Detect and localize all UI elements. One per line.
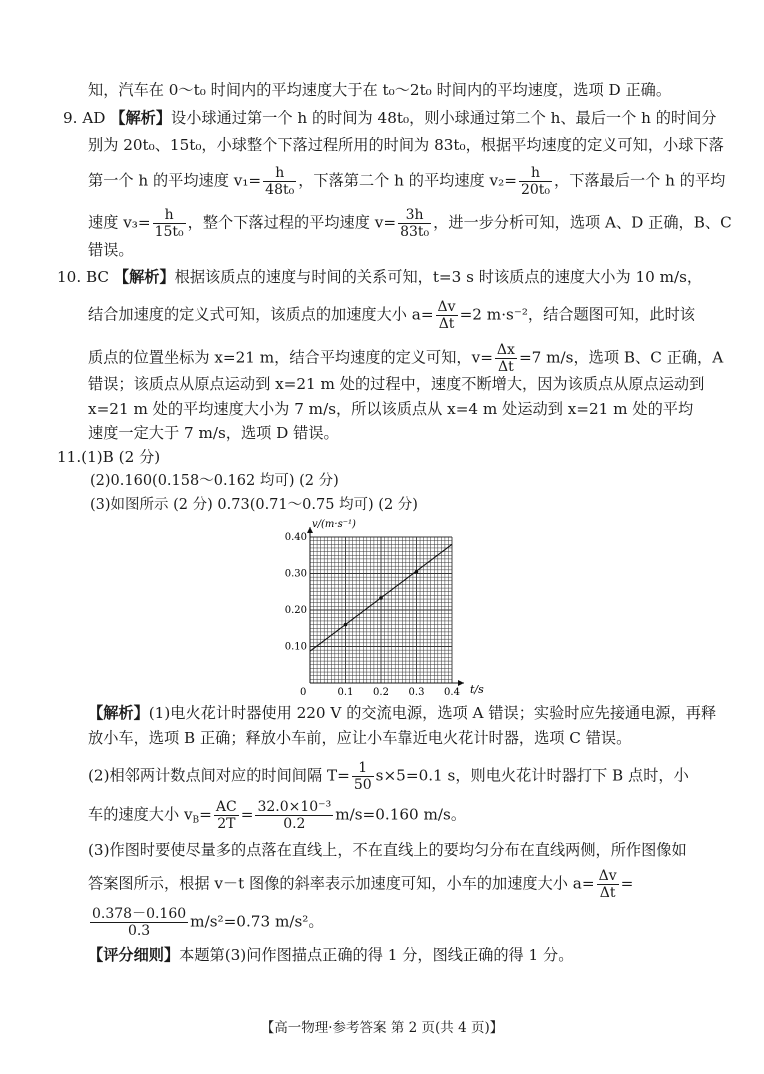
fraction <box>255 799 333 832</box>
text-segment: 速度 v₃= <box>88 213 151 232</box>
question-10 <box>57 267 702 287</box>
fraction <box>495 342 517 375</box>
text-segment: =2 m·s⁻²，结合题图可知，此时该 <box>459 305 695 324</box>
question-number: 11. <box>57 448 82 466</box>
text-segment: = <box>240 805 254 824</box>
text-line <box>88 342 723 375</box>
text-line <box>88 906 324 939</box>
x-tick-label: 0.4 <box>444 687 460 698</box>
data-point <box>344 623 348 627</box>
fraction <box>90 906 188 939</box>
data-point <box>415 570 419 574</box>
text-segment: = <box>199 805 212 824</box>
text-segment: =7 m/s，选项 B、C 正确，A <box>518 348 724 367</box>
text-line <box>88 207 732 240</box>
text-segment: ，整个下落过程的平均速度 v= <box>187 213 397 232</box>
scoring-tag: 【评分细则】 <box>88 946 180 964</box>
denominator: 50 <box>353 777 372 793</box>
fraction <box>263 165 296 198</box>
text-segment: s×5=0.1 s，则电火花计时器打下 B 点时，小 <box>375 766 689 785</box>
denominator: 20t₀ <box>520 182 551 198</box>
text-line: x=21 m 处的平均速度大小为 7 m/s，所以该质点从 x=4 m 处运动到 x=21 m 处的平均 <box>88 400 694 418</box>
numerator: h <box>164 207 174 223</box>
y-tick-label: 0.30 <box>284 568 307 580</box>
text-line: 设小球通过第一个 h 的时间为 48t₀，则小球通过第二个 h、最后一个 h 的时间分 <box>171 109 717 127</box>
denominator: 48t₀ <box>265 182 295 198</box>
fraction <box>398 207 431 240</box>
text-line: 速度一定大于 7 m/s，选项 D 错误。 <box>88 424 339 442</box>
numerator: 32.0×10⁻³ <box>257 799 332 815</box>
text-line: (3)如图所示 (2 分) 0.73(0.71～0.75 均可) (2 分) <box>90 497 418 513</box>
text-line <box>88 703 716 723</box>
text-segment: 质点的位置坐标为 x=21 m，结合平均速度的定义可知，v= <box>88 348 493 367</box>
text-line <box>88 799 466 832</box>
question-number: 9. AD <box>63 109 106 127</box>
text-segment: 车的速度大小 v <box>88 805 193 824</box>
text-segment: 答案图所示，根据 v－t 图像的斜率表示加速度可知，小车的加速度大小 a= <box>88 874 595 893</box>
denominator: 0.3 <box>90 922 188 939</box>
y-tick-label: 0.40 <box>284 532 307 543</box>
fraction <box>597 868 619 901</box>
data-point <box>379 596 383 600</box>
fraction <box>519 165 552 198</box>
x-tick-label: 0.1 <box>337 687 354 698</box>
x-axis-arrow <box>458 680 464 686</box>
text-line: (2)0.160(0.158～0.162 均可) (2 分) <box>90 473 339 489</box>
text-line: 放小车，选项 B 正确；释放小车前，应让小车靠近电火花计时器，选项 C 错误。 <box>88 729 632 747</box>
text-segment: 第一个 h 的平均速度 v₁= <box>88 171 262 190</box>
page-footer: 【高一物理·参考答案 第 2 页(共 4 页)】 <box>260 1020 504 1036</box>
denominator: 83t₀ <box>400 224 430 240</box>
text-line: (3)作图时要使尽量多的点落在直线上，不在直线上的要均匀分布在直线两侧，所作图像如 <box>88 841 687 859</box>
text-line <box>88 760 689 793</box>
velocity-time-chart <box>280 515 510 700</box>
text-segment: (2)相邻两计数点间对应的时间间隔 T= <box>88 766 350 785</box>
text-segment: m/s²=0.73 m/s²。 <box>190 912 324 931</box>
text-segment: 结合加速度的定义式可知，该质点的加速度大小 a= <box>88 305 434 324</box>
fraction <box>436 299 458 332</box>
chart-grid <box>310 537 452 683</box>
numerator: 0.378－0.160 <box>92 906 187 922</box>
question-11 <box>57 447 160 467</box>
denominator: 15t₀ <box>154 224 184 240</box>
numerator: Δv <box>437 299 456 315</box>
analysis-tag: 【解析】 <box>110 109 172 127</box>
text-line <box>88 299 695 332</box>
text-segment: m/s=0.160 m/s。 <box>335 805 467 824</box>
text-segment: (1)电火花计时器使用 220 V 的交流电源，选项 A 错误；实验时应先接通电源，再释 <box>148 704 717 722</box>
numerator: AC <box>215 799 237 815</box>
denominator: 0.2 <box>255 815 333 832</box>
analysis-tag: 【解析】 <box>113 268 175 286</box>
text-line: 错误。 <box>88 241 134 259</box>
text-line: 根据该质点的速度与时间的关系可知，t=3 s 时该质点的速度大小为 10 m/s， <box>174 268 703 286</box>
text-line <box>88 868 633 901</box>
numerator: 3h <box>405 207 424 223</box>
question-number: 10. BC <box>57 268 110 286</box>
numerator: h <box>275 165 285 181</box>
text-segment: ，进一步分析可知，选项 A、D 正确，B、C <box>433 213 732 232</box>
numerator: Δv <box>598 868 617 884</box>
text-line <box>88 945 573 965</box>
text-line: 错误；该质点从原点运动到 x=21 m 处的过程中，速度不断增大，因为该质点从原点运动到 <box>88 375 705 393</box>
text-segment: ，下落最后一个 h 的平均 <box>554 171 726 190</box>
y-tick-label: 0.20 <box>284 605 307 616</box>
denominator: Δt <box>436 315 458 332</box>
subscript: B <box>192 815 200 826</box>
text-line: 知，汽车在 0～t₀ 时间内的平均速度大于在 t₀～2t₀ 时间内的平均速度，选项 D 正确。 <box>88 81 672 99</box>
text-line <box>88 165 725 198</box>
numerator: Δx <box>496 342 515 358</box>
chart-axes <box>285 527 464 698</box>
x-axis-label: t/s <box>470 683 484 696</box>
fraction <box>352 760 374 793</box>
text-segment: 本题第(3)问作图描点正确的得 1 分，图线正确的得 1 分。 <box>179 946 574 964</box>
x-tick-label: 0.3 <box>408 687 425 698</box>
text-line: (1)B (2 分) <box>81 448 161 466</box>
numerator: h <box>530 165 541 181</box>
fraction <box>214 799 239 832</box>
analysis-tag: 【解析】 <box>88 704 149 722</box>
y-tick-label: 0.10 <box>284 641 307 653</box>
numerator: 1 <box>358 760 368 776</box>
y-axis-label: v/(m·s⁻¹) <box>312 519 356 530</box>
question-9 <box>63 108 717 128</box>
denominator: 2T <box>214 815 239 832</box>
text-segment: ，下落第二个 h 的平均速度 v₂= <box>298 171 517 190</box>
text-segment: = <box>620 874 634 893</box>
denominator: Δt <box>495 358 517 375</box>
denominator: Δt <box>597 884 619 901</box>
x-tick-label: 0 <box>300 687 307 698</box>
x-tick-label: 0.2 <box>373 687 389 698</box>
fraction <box>153 207 186 240</box>
text-line: 别为 20t₀、15t₀，小球整个下落过程所用的时间为 83t₀，根据平均速度的定义可知，小球下落 <box>88 136 724 154</box>
